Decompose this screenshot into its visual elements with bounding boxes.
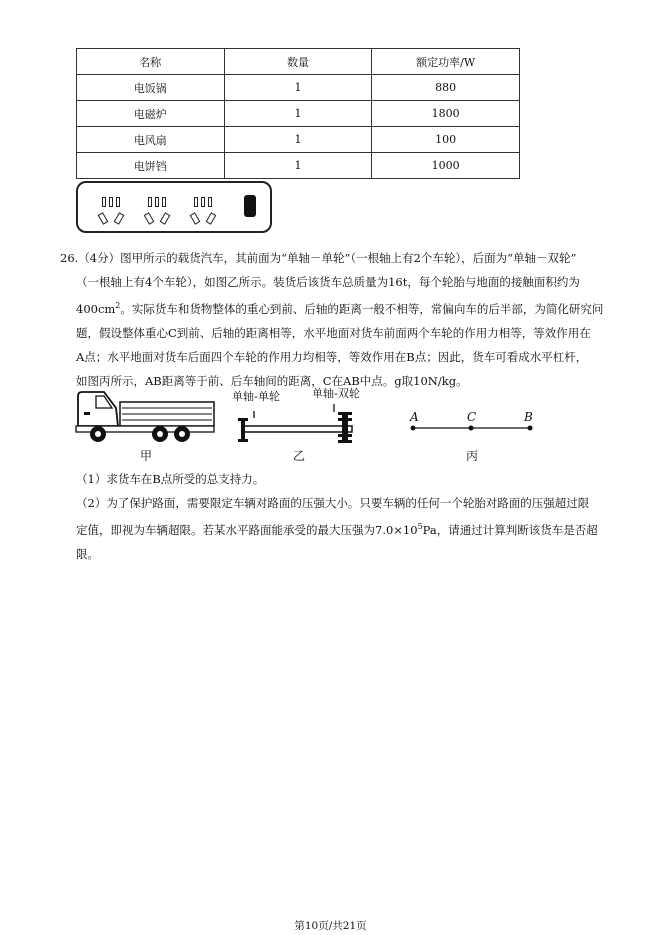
table-row <box>77 101 520 127</box>
cell-power: 100 <box>372 127 520 153</box>
problem-line: （一根轴上有4个车轮），如图乙所示。装货后该货车总质量为16t，每个轮胎与地面的接触面积约为 <box>76 275 580 289</box>
point-a-label: A <box>410 410 419 424</box>
cell-quantity: 1 <box>224 101 372 127</box>
header-name: 名称 <box>77 49 225 75</box>
single-wheel-label: 单轴-单轮 <box>232 390 280 403</box>
figure-label-bing: 丙 <box>466 449 479 463</box>
socket-pin-right <box>114 212 125 225</box>
cell-name: 电磁炉 <box>77 101 225 127</box>
cell-quantity: 1 <box>224 153 372 179</box>
header-power: 额定功率/W <box>372 49 520 75</box>
table-row <box>77 153 520 179</box>
appliance-table <box>76 48 520 179</box>
cell-quantity: 1 <box>224 75 372 101</box>
axle-diagram <box>234 404 360 444</box>
double-wheel-label: 单轴-双轮 <box>312 387 360 400</box>
problem-26 <box>60 246 613 393</box>
switch-icon <box>244 195 256 217</box>
table-header-row <box>77 49 520 75</box>
table-row <box>77 75 520 101</box>
socket-slots-3 <box>194 197 216 207</box>
cell-name: 电饼铛 <box>77 153 225 179</box>
cell-power: 880 <box>372 75 520 101</box>
figure-label-jia: 甲 <box>140 449 153 463</box>
problem-line: A点；水平地面对货车后面四个车轮的作用力均相等，等效作用在B点；因此，货车可看成水平杠杆， <box>76 349 588 364</box>
problem-line: 如图丙所示，AB距离等于前、后车轴间的距离，C在AB中点。g取10N/kg。 <box>76 373 468 388</box>
socket-pin-left <box>190 212 201 225</box>
socket-slots-1 <box>102 197 124 207</box>
lever-diagram <box>410 422 534 434</box>
point-c-label: C <box>467 410 477 424</box>
socket-pin-right <box>206 212 217 225</box>
socket-pin-right <box>160 212 171 225</box>
question-2-line: 限。 <box>76 546 99 561</box>
page-footer: 第10页/共21页 <box>294 920 367 932</box>
socket-pin-left <box>98 212 109 225</box>
cell-power: 1800 <box>372 101 520 127</box>
cell-name: 电饭锅 <box>77 75 225 101</box>
cell-quantity: 1 <box>224 127 372 153</box>
questions <box>60 467 613 566</box>
cell-power: 1000 <box>372 153 520 179</box>
cell-name: 电风扇 <box>77 127 225 153</box>
problem-line: 题，假设整体重心C到前、后轴的距离相等，水平地面对货车前面两个车轮的作用力相等，等效作用在 <box>76 325 591 340</box>
power-strip-illustration <box>76 181 272 233</box>
point-b-label: B <box>524 410 533 424</box>
truck-illustration <box>74 388 216 444</box>
question-2-line: 定值，即视为车辆超限。若某水平路面能承受的最大压强为$7.0\times 10^5Pa$，请通过计算判断该货车是否超 <box>76 522 598 537</box>
question-1: （1）求货车在B点所受的总支持力。 <box>76 472 265 486</box>
table-row <box>77 127 520 153</box>
header-quantity: 数量 <box>224 49 372 75</box>
problem-line: $400cm^2$。实际货车和货物整体的重心到前、后轴的距离一般不相等，常偏向车的后半部，为简化研究问 <box>76 301 604 316</box>
question-2-line: （2）为了保护路面，需要限定车辆对路面的压强大小。只要车辆的任何一个轮胎对路面的压强超过限 <box>76 496 590 510</box>
socket-slots-2 <box>148 197 170 207</box>
problem-line: 26.（4分）图甲所示的载货汽车，其前面为“单轴－单轮”（一根轴上有2个车轮），后面为“单轴－双轮” <box>60 251 577 265</box>
figure-label-yi: 乙 <box>293 449 306 463</box>
socket-pin-left <box>144 212 155 225</box>
